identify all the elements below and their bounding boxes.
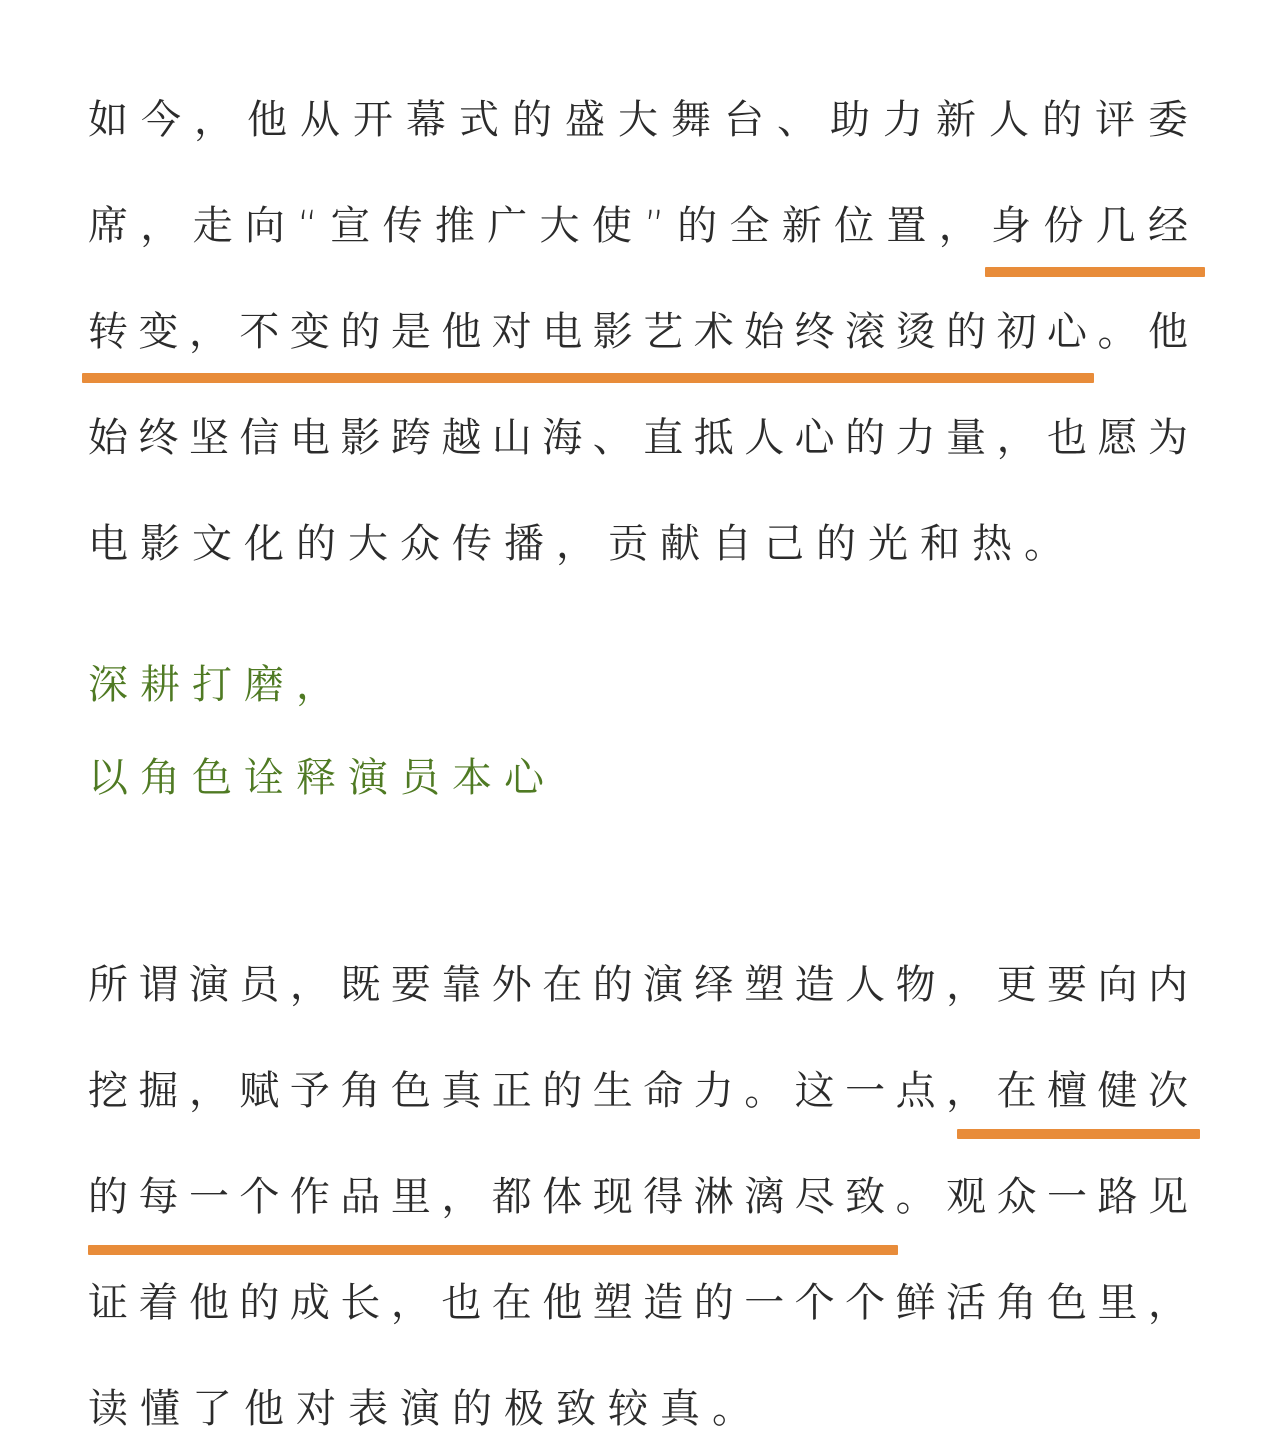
- paragraph-1-line-5: 电影文化的大众传播，贡献自己的光和热。: [88, 521, 1076, 567]
- highlight-underline-1a: [985, 267, 1205, 277]
- highlight-underline-2b: [88, 1245, 898, 1255]
- paragraph-2-line-4: 证着他的成长，也在他塑造的一个个鲜活角色里，: [88, 1280, 1188, 1326]
- paragraph-1-line-3: 转变，不变的是他对电影艺术始终滚烫的初心。他: [88, 309, 1188, 355]
- section-heading-line-2: 以角色诠释演员本心: [88, 755, 556, 801]
- highlight-underline-1b: [82, 373, 1094, 383]
- paragraph-2-line-3: 的每一个作品里，都体现得淋漓尽致。观众一路见: [88, 1174, 1188, 1220]
- section-heading-line-1: 深耕打磨，: [88, 662, 348, 708]
- paragraph-1-line-4: 始终坚信电影跨越山海、直抵人心的力量，也愿为: [88, 415, 1188, 461]
- paragraph-2-line-2: 挖掘，赋予角色真正的生命力。这一点，在檀健次: [88, 1068, 1188, 1114]
- paragraph-1-line-1: 如今，他从开幕式的盛大舞台、助力新人的评委: [88, 97, 1188, 143]
- paragraph-2-line-1: 所谓演员，既要靠外在的演绎塑造人物，更要向内: [88, 962, 1188, 1008]
- paragraph-1-line-2: 席，走向“宣传推广大使”的全新位置，身份几经: [88, 203, 1188, 249]
- paragraph-2-line-5: 读懂了他对表演的极致较真。: [88, 1386, 764, 1432]
- highlight-underline-2a: [957, 1129, 1200, 1139]
